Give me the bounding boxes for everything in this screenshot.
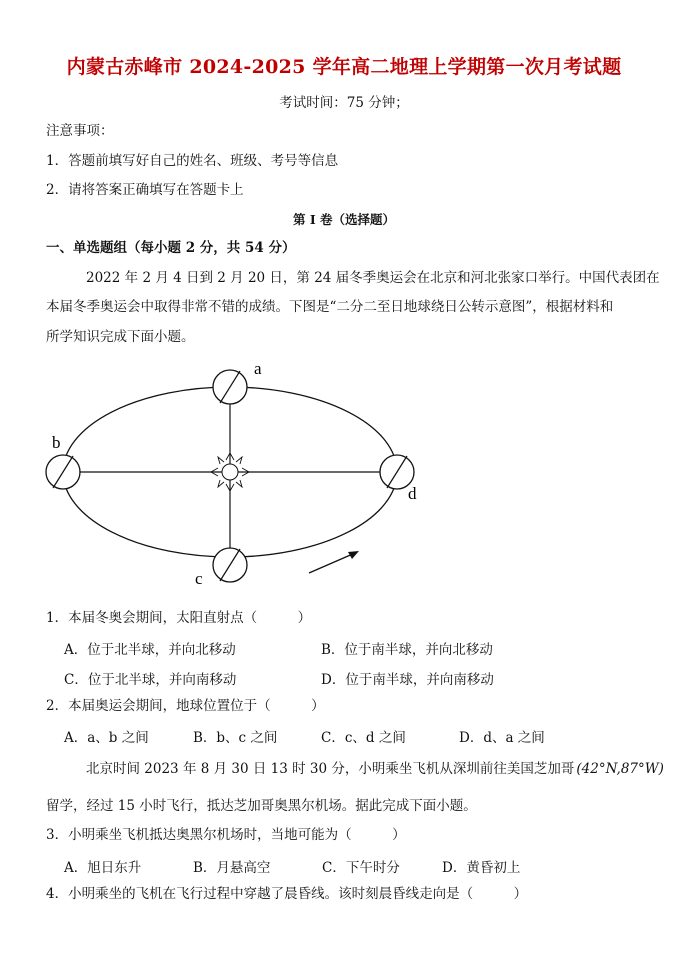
q3-option-b[interactable]: B．月悬高空 — [193, 860, 271, 876]
q1-option-c[interactable]: C．位于北半球，并向南移动 — [64, 672, 237, 688]
q1-option-a[interactable]: A．位于北半球，并向北移动 — [64, 642, 236, 658]
notes-heading: 注意事项： — [46, 123, 114, 139]
q3-option-a[interactable]: A．旭日东升 — [64, 860, 142, 876]
q2-stem: 2．本届奥运会期间，地球位置位于（ ） — [46, 698, 325, 714]
q1-option-b[interactable]: B．位于南半球，并向北移动 — [321, 642, 493, 658]
q3-option-d[interactable]: D．黄昏初上 — [442, 860, 521, 876]
chicago-coordinates: (42°N,87°W) — [576, 761, 664, 777]
earth-orbit-diagram — [40, 352, 460, 592]
revolution-direction-arrow — [309, 551, 359, 573]
section-title: 第 I 卷（选择题） — [292, 212, 396, 227]
exam-title: 内蒙古赤峰市 2024-2025 学年高二地理上学期第一次月考试题 — [66, 56, 622, 78]
earth-position-c — [213, 548, 247, 582]
label-c: c — [195, 569, 203, 588]
q2-option-a[interactable]: A．a、b 之间 — [64, 730, 149, 746]
exam-time: 考试时间：75 分钟； — [279, 95, 409, 111]
passage2-line1 — [86, 760, 664, 778]
earth-position-b — [46, 455, 80, 489]
passage2-line2: 留学，经过 15 小时飞行，抵达芝加哥奥黑尔机场。据此完成下面小题。 — [46, 798, 477, 814]
label-a: a — [254, 359, 262, 378]
section-group-heading: 一、单选题组（每小题 2 分，共 54 分） — [46, 240, 296, 256]
label-b: b — [52, 433, 61, 452]
q1-stem: 1．本届冬奥会期间，太阳直射点（ ） — [46, 610, 312, 626]
q2-option-c[interactable]: C．c、d 之间 — [321, 730, 406, 746]
q3-stem: 3．小明乘坐飞机抵达奥黑尔机场时，当地可能为（ ） — [46, 827, 406, 843]
q1-option-d[interactable]: D．位于南半球，并向南移动 — [321, 672, 494, 688]
passage2-text: 北京时间 2023 年 8 月 30 日 13 时 30 分，小明乘坐飞机从深圳前往美国芝加哥 — [86, 761, 575, 777]
q2-option-b[interactable]: B．b、c 之间 — [193, 730, 278, 746]
label-d: d — [408, 484, 417, 503]
q3-option-c[interactable]: C．下午时分 — [322, 860, 400, 876]
notes-item-2: 2．请将答案正确填写在答题卡上 — [46, 182, 244, 198]
passage1-line3: 所学知识完成下面小题。 — [46, 329, 195, 345]
passage1-line1: 2022 年 2 月 4 日到 2 月 20 日，第 24 届冬季奥运会在北京和河北张家口举行。中国代表团在 — [86, 270, 660, 286]
notes-item-1: 1．答题前填写好自己的姓名、班级、考号等信息 — [46, 153, 339, 169]
earth-position-a — [213, 370, 247, 404]
q2-option-d[interactable]: D．d、a 之间 — [459, 730, 545, 746]
passage1-line2: 本届冬季奥运会中取得非常不错的成绩。下图是“二分二至日地球绕日公转示意图”，根据材料和 — [46, 299, 614, 315]
q4-stem: 4．小明乘坐的飞机在飞行过程中穿越了晨昏线。该时刻晨昏线走向是（ ） — [46, 886, 528, 902]
